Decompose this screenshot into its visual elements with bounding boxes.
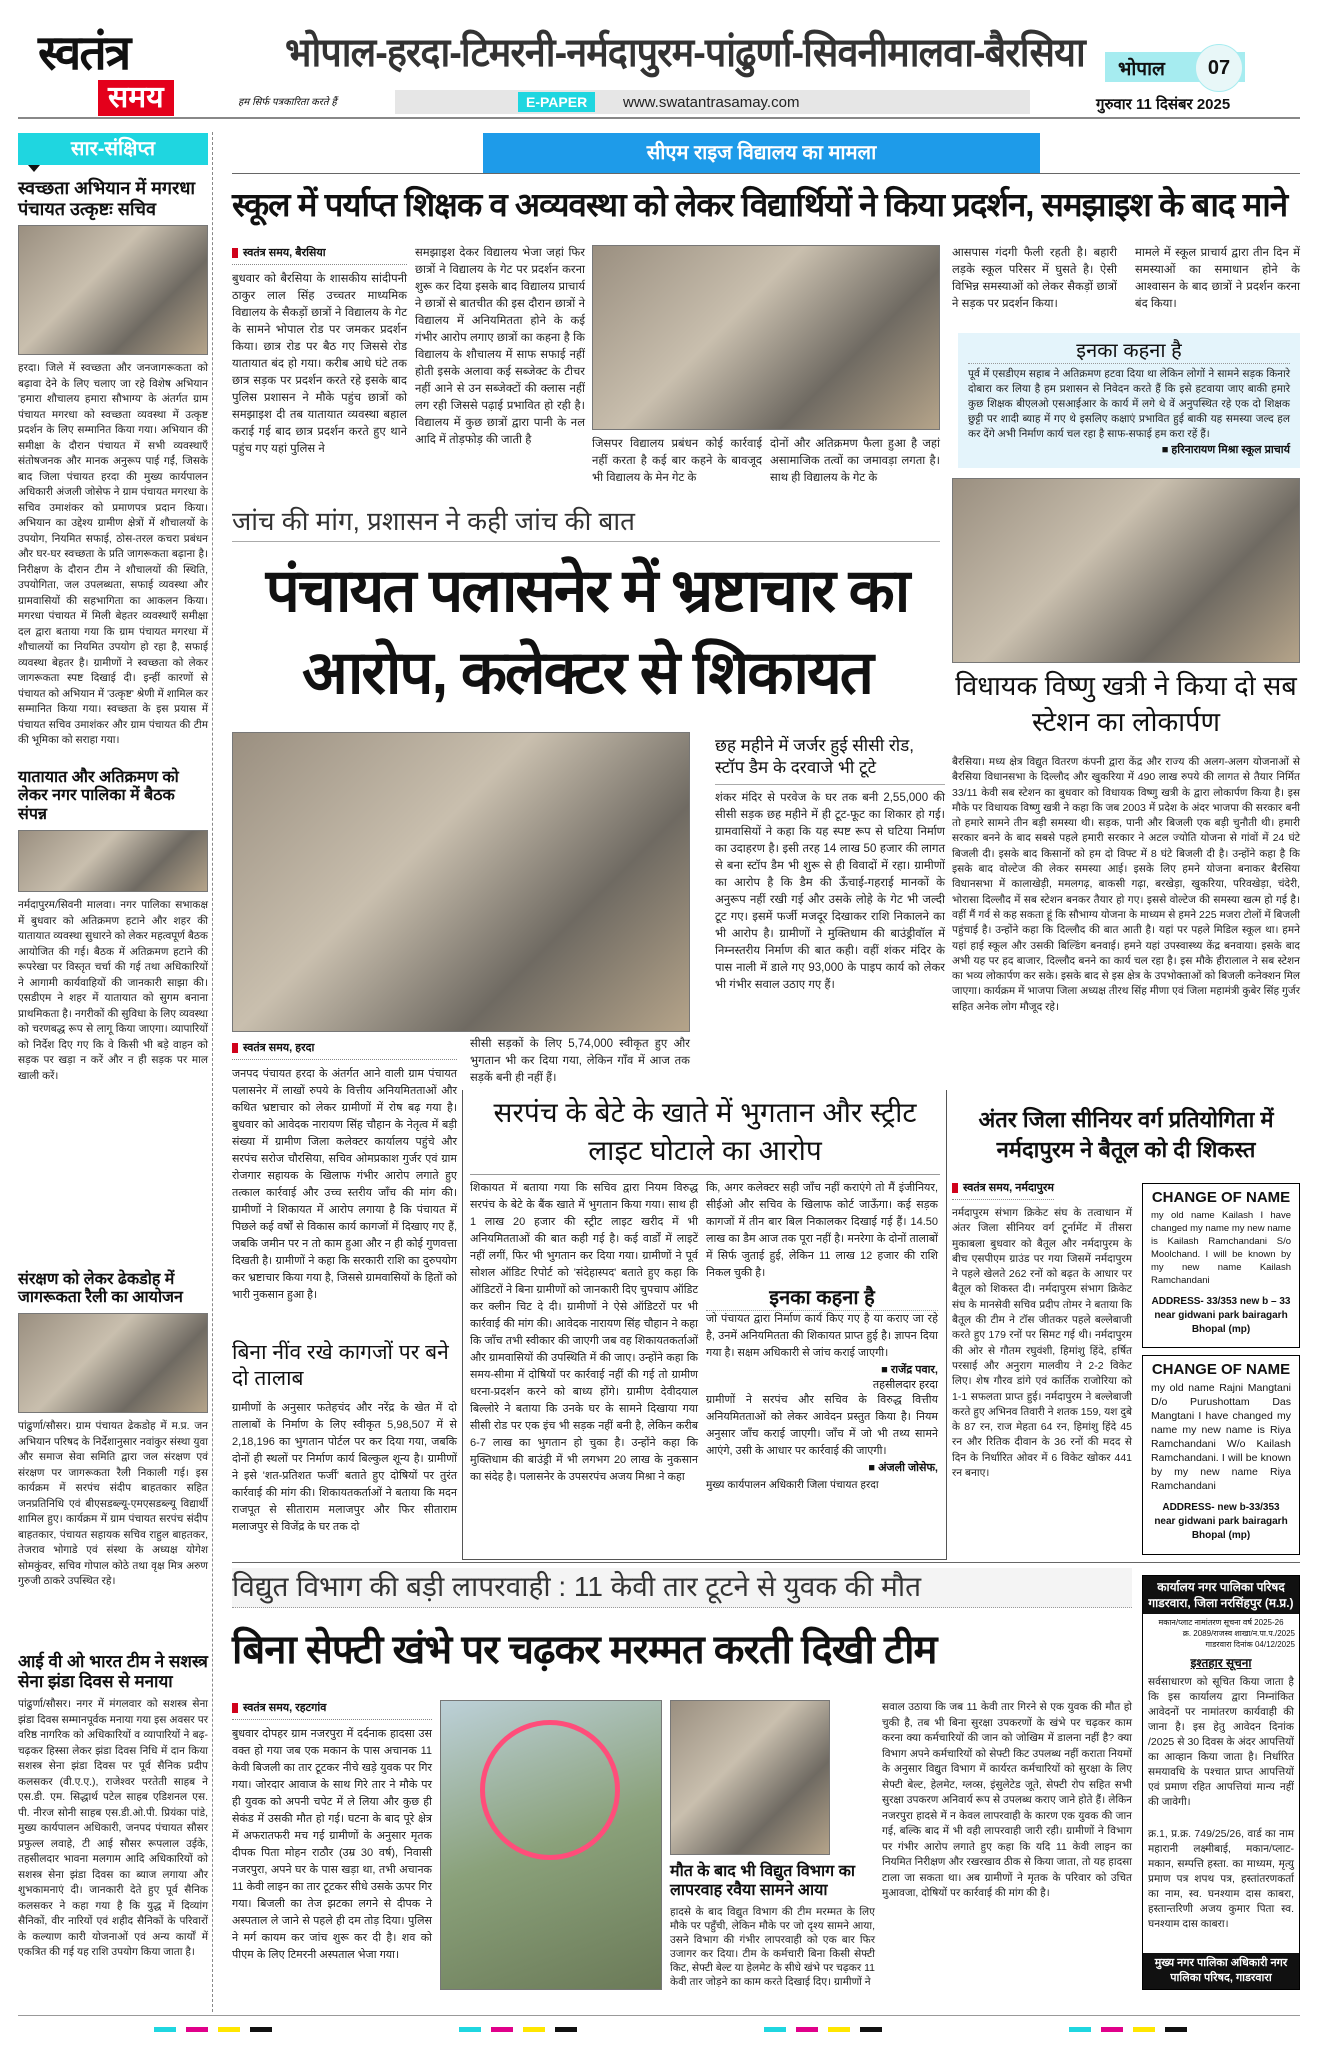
story-body: कि, अगर कलेक्टर सही जाँच नहीं कराएंगे तो मैं इंजीनियर, सीईओ और सचिव के खिलाफ कोर्ट जाऊँगा। कई सड़क कागजों में तीन बार बिल निकालकर दिखाई गई हैं। 14.50 लाख का डैम आज तक पूरा नहीं है। मनरेगा के दोनों तालाबों में सिर्फ जुताई हुई, लेकिन 11 लाख 12 हजार की राशि निकल चुकी है। [706,1182,938,1279]
notice-item: क्र.1, प्र.क्र. 749/25/26, वार्ड का नाम महारानी लक्ष्मीबाई, मकान/प्लाट- मकान, सम्पत्ति हस्ता. का माध्यम, मृत्यु प्रमाण पत्र शपथ पत्र, हस्तांतरणकर्ता का नाम, स्व. घनश्याम दास काबरा, हस्तान्तरिणी अजय कुमार पिता स्व. घनश्याम दास काबरा। [1148,1828,1294,1930]
notice-ref: क्र. 2089/राजस्व शाखा/न.पा.प./2025 [1182,1629,1295,1638]
subheadline: विधायक विष्णु खत्री ने किया दो सब स्टेशन का लोकार्पण [955,671,1297,737]
subheadline: अंतर जिला सीनियर वर्ग प्रतियोगिता में नर्मदापुरम ने बैतूल को दी शिकस्त [978,1107,1274,1162]
notice-address: ADDRESS- 33/353 new b – 33 near gidwani park bairagarh Bhopal (mp) [1151,1296,1291,1335]
photo-caption: सीसी सड़कों के लिए 5,74,000 स्वीकृत हुए और भुगतान भी कर दिया गया, लेकिन गाँव में आज तक सड़कें बनी ही नहीं हैं। [470,1038,690,1084]
edition-cities: भोपाल-हरदा-टिमरनी-नर्मदापुरम-पांढुर्णा-सिवनीमालवा-बैरसिया [285,31,1085,75]
story-body: पांढुर्णा/सौसर। नगर में मंगलवार को सशस्त्र सेना झंडा दिवस सम्मानपूर्वक मनाया गया इस अवसर पर वरिष्ठ नागरिक को अधिकारियों व व्यापारियों ने बढ़-चढ़कर हिस्सा लेकर झंडा दिवस निधि में दान किया सशस्त्र सेना झंडा दिवस पर पूर्व सैनिक प्रदीप कलसकर (वी.ए.ए.), राजेश्वर परतेती साहब ने एस.डी. एम. सिद्धार्थ पटेल साहब एडिशनल एस. पी. नीरज सोनी साहब एस.डी.ओ.पी. प्रियंका पांडे, मुख्य कार्यपालन अधिकारी, जनपद पंचायत सौसर प्रफुल्ल लवाहे, टी आई सौसर रूपलाल उईके, तहसीलदार भावना मलगाम आदि अधिकारियों को सशस्त्र सेना झंडा दिवस का ब्याज लगाया और शुभकामनाएं दी। जानकारी देते हुए पूर्व सैनिक कलसकर ने कहा गया है कि युद्ध में दिव्यांग सैनिकों, वीर नारियों एवं शहीद सैनिकों के परिवारों के कल्याण कारी योजनाओं एवं अन्य कार्यों में एकत्रित की गई यह राशि उपयोग किया जाता है। [18,1698,208,1959]
subheadline: बिना नींव रखे कागजों पर बने दो तालाब [232,1341,449,1390]
story-title: संरक्षण को लेकर ढेकडोह में जागरूकता रैली का आयोजन [18,1270,183,1306]
quote-text: ग्रामीणों ने सरपंच और सचिव के विरुद्ध वित्तीय अनियमितताओं को लेकर आवेदन प्रस्तुत किया है। नियम अनुसार जाँच कराई जाएगी। जाँच में जो भी तथ्य सामने आएंगे, उसी के आधार पर कार्रवाई की जाएगी। [706,1394,938,1457]
story-photo [18,1313,208,1413]
story-body: बैरसिया। मध्य क्षेत्र विद्युत वितरण कंपनी द्वारा केंद्र और राज्य की अलग-अलग योजनाओं से बैरसिया विधानसभा के दिल्लौद और खुकरिया में 490 लाख रुपये की लागत से तैयार निर्मित 33/11 केवी सब स्टेशन का बुधवार को विधायक विष्णु खत्री के द्वारा लोकार्पण किया है। इस मौके पर विधायक विष्णु खत्री ने कहा कि जब 2003 में प्रदेश के अंदर भाजपा की सरकार बनी तो हमारे सामने तीन बड़ी समस्या थी। सड़क, पानी और बिजली एक बड़ी चुनौती थी। हमारी सरकार बनने के बाद सबसे पहले हमारी सरकार ने अटल ज्योति योजना से गांवों में 24 घंटे बिजली दी। इसके बाद किसानों को हम दो विफ्ट में 8 घंटे बिजली दी है। उन्होंने कहा है कि इसके बाद वोल्टेज की लेकर समस्या आई। इसके लिए हमने योजना बनाकर बैरसिया विधानसभा में कालाखेड़ी, ममलगढ़, बाकसी गढ़ा, बरखेड़ा, खुकरिया, परिवखेड़ा, चंदेरी, भोरासा दिल्लौद में सब स्टेशन बनकर तैयार हो गए। इससे वोल्टेज की समस्या खत्म हो गई है। वहीं मैं गर्व से कह सकता हूं कि सौभाग्य योजना के माध्यम से हमने 225 मजरा टोलों में बिजली पहुंचाई है। उन्होंने कहा कि दिल्लौद की बात आती है। यहां पर पहले मिडिल स्कूल था। हमने यहां हाई स्कूल और उसकी बिल्डिंग बनवाई। हमने यहां उपस्वास्थ्य केंद्र बनवाया। इसके बाद अभी यह पर हद बाजार, दिल्लौद बनने का कार्य चल रहा है। इस मौके हीरालाल ने सब स्टेशन का भव्य लोकार्पण कर सके। इसके बाद से इस क्षेत्र के उपभोक्ताओं को बिजली कनेक्शन मिल जाएगा। कार्यक्रम में भाजपा जिला अध्यक्ष तीरथ सिंह मीणा एवं जिला महामंत्री कुबेर सिंह गुर्जर सहित अनेक लोग मौजूद रहे। [952,756,1300,1013]
story-body: हरदा। जिले में स्वच्छता और जनजागरूकता को बढ़ावा देने के लिए चलाए जा रहे विशेष अभियान 'हमारा शौचालय हमारा सौभाग्य' के अंतर्गत ग्राम पंचायत मगरधा को स्वच्छता व्यवस्था में उत्कृष्ट प्रदर्शन के लिए सम्मानित किया गया। अभियान की समीक्षा के दौरान पंचायत में सभी व्यवस्थाएँ संतोषजनक और मानक अनुरूप पाई गईं, जिसके बाद जिला पंचायत हरदा की मुख्य कार्यपालन अधिकारी अंजली जोसेफ ने ग्राम पंचायत मगरधा के सचिव उमाशंकर को प्रमाणपत्र प्रदान किया। अभियान का उद्देश्य ग्रामीण क्षेत्रों में शौचालयों के उपयोग, नियमित सफाई, ठोस-तरल कचरा प्रबंधन और घर-घर स्वच्छता के प्रति जागरूकता बढ़ाना है। निरीक्षण के दौरान टीम ने शौचालयों की स्थिति, उपयोगिता, जल उपलब्धता, सफाई व्यवस्था और ग्रामवासियों की सहभागिता का आकलन किया। मगरधा पंचायत में मिली बेहतर व्यवस्थाएँ समीक्षा दल द्वारा बताया गया कि ग्राम पंचायत मगरधा में शौचालयों का नियमित उपयोग हो रहा है, सफाई व्यवस्था बेहतर है। ग्रामीणों ने स्वच्छता को लेकर जागरूकता स्पष्ट दिखाई दी। इन्हीं कारणों से पंचायत को अभियान में 'उत्कृष्ट' श्रेणी में शामिल कर सम्मानित किया गया। स्वच्छता के इस प्रयास में पंचायत सचिव उमाशंकर और ग्राम पंचायत की टीम की भूमिका को सराहा गया। [18,362,208,747]
main-headline: पंचायत पलासनेर में भ्रष्टाचार का आरोप, कलेक्टर से शिकायत [265,557,909,706]
subheadline: सरपंच के बेटे के खाते में भुगतान और स्ट्रीट लाइट घोटाले का आरोप [493,1097,917,1166]
story-body: बुधवार दोपहर ग्राम नजरपुरा में दर्दनाक हादसा उस वक्त हो गया जब एक मकान के पास अचानक 11 केवी बिजली का तार टूटकर नीचे खड़े युवक पर गिर गया। जोरदार आवाज के साथ गिरे तार ने मौके पर ही युवक को अपनी चपेट में ले लिया और कुछ ही सेकंड में उसकी मौत हो गई। घटना के बाद पूरे क्षेत्र में अफरातफरी मच गई ग्रामीणों के अनुसार मृतक दीपक पिता मोहन राठौर (उम्र 30 वर्ष), निवासी नजरपुरा, अपने घर के पास खड़ा था, तभी अचानक 11 केवी लाइन का तार टूटकर सीधे उसके ऊपर गिर गया। बिजली का तेज झटका लगने से दीपक ने अस्पताल ले जाने से पहले ही दम तोड़ दिया। पुलिस ने मर्ग कायम कर जांच शुरू कर दी है। शव को पीएम के लिए टिमरनी अस्पताल भेजा गया। [232,1728,432,1961]
photo-caption: दोनों और अतिक्रमण फैला हुआ है जहां असामाजिक तत्वों का जमावड़ा लगता है। साथ ही विद्यालय के गेट के [770,438,940,484]
story-body: नर्मदापुरम/सिवनी मालवा। नगर पालिका सभाकक्ष में बुधवार को अतिक्रमण हटाने और शहर की यातायात व्यवस्था सुधारने को लेकर महत्वपूर्ण बैठक आयोजित की गई। बैठक में अतिक्रमण हटाने की रूपरेखा पर विस्तृत चर्चा की गई तथा अधिकारियों ने आगामी कार्यवाहियों की जानकारी साझा की। एसडीएम ने शहर में यातायात को सुगम बनाना प्राथमिकता है। नगरीकों की सुविधा के लिए व्यवस्था को चरणबद्ध रूप से लागू किया जाएगा। व्यापारियों को निर्देश दिए गए कि वे किसी भी बड़े वाहन को सड़क पर खड़ा न करें और न ही सड़क पर माल खाली करें। [18,899,208,1082]
story-photo [18,225,208,355]
quote-signature: ■ हरिनारायण मिश्रा स्कूल प्राचार्य [968,442,1290,457]
notice-address: ADDRESS- new b-33/353 near gidwani park bairagarh Bhopal (mp) [1154,1502,1288,1541]
logo [38,28,213,118]
municipal-notice [1142,1575,1300,1990]
story-body: शिकायत में बताया गया कि सचिव द्वारा नियम विरुद्ध सरपंच के बेटे के बैंक खाते में भुगतान किया गया। साथ ही 1 लाख 20 हजार की स्ट्रीट लाइट खरीद में भी अनियमितताओं की बात कही गई है। कई वार्डों में लाइटें नहीं लगीं, फिर भी भुगतान कर दिया गया। ग्रामीणों ने पूर्व सोशल ऑडिट रिपोर्ट को 'संदेहास्पद' बताते हुए कहा कि ऑडिटरों ने बिना ग्रामीणों को जानकारी दिए चुपचाप ऑडिट कर क्लीन चिट दे दी। ग्रामीणों ने ऐसे ऑडिटरों पर भी कार्रवाई की मांग की। आवेदक नारायण सिंह चौहान ने कहा कि जाँच तभी स्वीकार की जाएगी जब वह शिकायतकर्ताओं और ग्रामवासियों की उपस्थिति में की जाए। उन्होंने कहा कि समय-सीमा में दोषियों पर कार्रवाई नहीं की गई तो ग्रामीण धरना-प्रदर्शन करने को बाध्य होंगे। ग्रामीण देवीदयाल बिल्लोरे ने बताया कि उनके घर के सामने दिखाया गया सीसी रोड पर एक इंच भी सड़क नहीं बनी है, लेकिन करीब 6-7 लाख का भुगतान हो चुका है। उन्होंने कहा कि मुक्तिधाम की बाउंड्री में भी लगभग 20 लाख के नुकसान का संदेह है। पलासनेर के उपसरपंच अजय मिश्रा ने कहा [470,1182,698,1483]
byline: स्वतंत्र समय, बैरसिया [232,245,407,265]
notice-title: CHANGE OF NAME [1151,1361,1291,1378]
notice-ref: मकान/प्लाट नामांतरण सूचना वर्ष 2025-26 [1158,1618,1284,1627]
quote-role: मुख्य कार्यपालन अधिकारी जिला पंचायत हरदा [706,1479,879,1491]
section-header: सार-संक्षिप्त [18,133,208,165]
highlight-circle [480,1720,620,1860]
epaper-badge[interactable]: E-PAPER [518,92,595,112]
kicker: जांच की मांग, प्रशासन ने कही जांच की बात [232,506,635,536]
color-registration-marks [60,2027,1280,2035]
pointer-icon [28,165,40,172]
story-body: सवाल उठाया कि जब 11 केवी तार गिरने से एक युवक की मौत हो चुकी है, तब भी बिना सुरक्षा उपकरणों के खंभे पर चढ़कर काम करना क्या कर्मचारियों की जान को जोखिम में डालना नहीं है? क्या विभाग अपने कर्मचारियों को सेफ्टी किट उपलब्ध नहीं कराता नियमों के अनुसार विद्युत विभाग में कार्यरत कर्मचारियों को सुरक्षा के लिए सेफ्टी बेल्ट, हेलमेट, ग्लव्स, इंसुलेटेड जूते, सेफ्टी रोप सहित सभी सुरक्षा उपकरण अनिवार्य रूप से उपलब्ध कराए जाने होते हैं। लेकिन नजरपुरा हादसे में न केवल लापरवाही के कारण एक युवक की जान गई, बल्कि बाद में भी वही लापरवाही जारी रही। ग्रामीणों ने विभाग पर गंभीर आरोप लगाते हुए कहा कि यदि 11 केवी लाइन का नियमित निरीक्षण और रखरखाव ठीक से किया जाता, तो यह हादसा टाला जा सकता था। अब ग्रामीणों ने मृतक के परिवार को उचित मुआवजा, दोषियों पर कार्रवाई की मांग की है। [882,1701,1132,1899]
edition-city: भोपाल [1118,59,1165,80]
notice-footer: मुख्य नगर पालिका अधिकारी नगर पालिका परिषद, गाडरवारा [1143,1953,1299,1989]
caption-headline: मौत के बाद भी विद्युत विभाग का लापरवाह रवैया सामने आया [670,1863,856,1899]
notice-body: my old name Rajni Mangtani D/o Purushottam Das Mangtani I have changed my name my new name is Riya Ramchandani W/o Kailash Ramchandani. I will be known by my new name Riya Ramchandani [1151,1382,1291,1492]
quote-text: पूर्व में एसडीएम सहाब ने अतिक्रमण हटवा दिया था लेकिन लोगों ने सामने सड़क किनारे दोबारा कर लिया है हम प्रशासन से निवेदन करते हैं कि इसे हटवाया जाए बाकी हमारे कुछ शिक्षक बीएलओ एसआईआर के कार्य में लगे थे वें अनुपस्थित रहे एक दो शिक्षक छुट्टी पर शादी ब्याह में गए थे इसलिए कक्षाएं प्रभावित हुई बाकी यह समस्या जल्द हल कर देंगे अभी निर्माण कार्य चल रहा है साफ-सफाई हम करा रहें हैं। [968,368,1290,440]
story-body: शंकर मंदिर से परवेज के घर तक बनी 2,55,000 की सीसी सड़क छह महीने में ही टूट-फूट का शिकार हो गई। ग्रामवासियों ने कहा कि यह स्पष्ट रूप से घटिया निर्माण का उदाहरण है। इसी तरह 14 लाख 50 हजार की लागत से बना स्टॉप डैम भी शुरू से ही विवादों में रहा। ग्रामीणों का आरोप है कि डैम की ऊँचाई-गहराई मानकों के अनुरूप नहीं रखी गई और उसके लोहे के गेट भी जल्दी टूट गए। इसमें फर्जी मजदूर दिखाकर राशि निकालने का भी आरोप है। ग्रामीणों ने मुक्तिधाम की बाउंड्रीवॉल में निम्नस्तरीय निर्माण की बात कही। वहीं शंकर मंदिर के पास नाली में डाले गए 93,000 के पाइप कार्य को लेकर भी गंभीर सवाल उठाए गए हैं। [715,792,945,991]
victim-photo [670,1700,830,1855]
quote-title: इनका कहना है [968,339,1290,364]
byline: स्वतंत्र समय, रहटगांव [232,1700,432,1720]
issue-date: गुरुवार 11 दिसंबर 2025 [1096,96,1231,113]
subheadline: छह महीने में जर्जर हुई सीसी रोड, स्टॉप डैम के दरवाजे भी टूटे [715,736,914,777]
logo-top: स्वतंत्र [38,27,130,80]
logo-bottom: समय [98,80,174,116]
notice-ref: गाडरवारा दिनांक 04/12/2025 [1205,1640,1295,1649]
masthead [0,0,1318,118]
caption-body: हादसे के बाद विद्युत विभाग की टीम मरम्मत के लिए मौके पर पहुँची, लेकिन मौके पर जो दृश्य सामने आया, उसने विभाग की गंभीर लापरवाही को एक बार फिर उजागर कर दिया। टीम के कर्मचारी बिना किसी सेफ्टी किट, सेफ्टी बेल्ट या हेलमेट के सीधे खंभे पर चढ़कर 11 केवी तार जोड़ने का काम करते दिखाई दिए। ग्रामीणों ने [670,1906,875,1988]
byline: स्वतंत्र समय, हरदा [232,1040,457,1060]
notice-title: CHANGE OF NAME [1151,1189,1291,1206]
panchayat-photo [232,732,690,1032]
quote-signature: ■ राजेंद्र पवार, [706,1362,938,1377]
quote-text: जो पंचायत द्वारा निर्माण कार्य किए गए है या कराए जा रहे है, उनमें अनियमितता की शिकायत प्राप्त हुई है। ज्ञापन दिया गया है। सक्षम अधिकारी से जांच कराई जाएगी। [706,1313,938,1359]
photo-caption: जिसपर विद्यालय प्रबंधन कोई कार्रवाई नहीं करता है कई बार कहने के बावजूद भी विद्यालय के मेन गेट के [592,438,762,484]
story-title: यातायात और अतिक्रमण को लेकर नगर पालिका में बैठक संपन्न [18,768,179,823]
story-body: समझाइश देकर विद्यालय भेजा जहां फिर छात्रों ने विद्यालय के गेट पर प्रदर्शन करना शुरू कर दिया इसके बाद विद्यालय प्राचार्य ने छात्रों से बातचीत की इस दौरान छात्रों ने विद्यालय में अनियमितता होने के कई गंभीर आरोप लगाए छात्रों का कहना है कि विद्यालय के शौचालय में साफ सफाई नहीं होती इसके अलावा कई सब्जेक्ट के टीचर नहीं आने से उन सब्जेक्टों की क्लास नहीं लग रही जिससे पढ़ाई प्रभावित हो रही है। विद्यालय में कुछ छात्रों द्वारा पानी के नल आदि में तोड़फोड़ की जाती है [415,247,585,446]
byline: स्वतंत्र समय, नर्मदापुरम [952,1180,1054,1200]
quote-role: तहसीलदार हरदा [872,1379,938,1391]
story-title: आई वी ओ भारत टीम ने सशस्त्र सेना झंडा दिवस से मनाया [18,1652,208,1691]
quote-title: इनका कहना है [706,1286,938,1311]
tagline: हम सिर्फ पत्रकारिता करते हैं [238,97,337,108]
story-body: नर्मदापुरम संभाग क्रिकेट संघ के तत्वाधान में अंतर जिला सीनियर वर्ग टूर्नामेंट में तीसरा मुकाबला बुधवार को बैतूल और नर्मदापुरम के बीच एसपीएम ग्राउंड पर गया जिसमें नर्मदापुरम ने पहले खेलते 262 रनों को बढ़त के आधार पर बैतूल को शिकस्त दी। नर्मदापुरम संभाग क्रिकेट संघ के मानसेवी सचिव प्रदीप तोमर ने बताया कि बैतूल की टीम ने टॉस जीतकर पहले बल्लेबाजी करते हुए 179 रनों पर सिमट गई थी। नर्मदापुरम की ओर से गौतम रघुवंशी, हिमांशु हिंदे, हर्षित परसाई और अनुराग मालवीय ने 2-2 विकेट लिए। शेष गौरव डांगे एवं कार्तिक राजोरिया को 1-1 सफलता प्राप्त हुई। नर्मदापुरम ने बल्लेबाजी करते हुए अभिनव तिवारी ने शतक 159, यश दुबे के 87 रन, राज मेहता 64 रन, हिमांशु हिंदे 45 रन और रितिक दीवान के 36 रनों की मदद से दिन के निर्धारित ओवर में 6 विकेट खोकर 441 रन बनाए। [952,1207,1132,1480]
quote-box [958,333,1300,468]
kicker: विद्युत विभाग की बड़ी लापरवाही : 11 केवी तार टूटने से युवक की मौत [232,1571,922,1602]
main-headline: बिना सेफ्टी खंभे पर चढ़कर मरम्मत करती दिखी टीम [232,1628,937,1672]
protest-photo [592,245,940,430]
left-column [18,133,208,2008]
notice-body: my old name Kailash I have changed my name my new name is Kailash Ramchandani S/o Moolchand. I will be known by my new name Kailash Ramchandani [1151,1210,1291,1286]
story-body: बुधवार को बैरसिया के शासकीय सांदीपनी ठाकुर लाल सिंह उच्चतर माध्यमिक विद्यालय के सैकड़ों छात्रों ने विद्यालय के गेट के सामने भोपाल रोड पर जमकर प्रदर्शन किया। छात्र रोड पर बैठ गए जिससे रोड यातायात बंद हो गया। करीब आधे घंटे तक छात्र सड़क पर प्रदर्शन करते रहे इसके बाद पुलिस प्रशासन ने मौके पहुंच छात्रों को समझाइश दी तब यातायात व्यवस्था बहाल कराई गई बाद छात्र प्रदर्शन करते हुए थाने पहुंच गए यहां पुलिस ने [232,273,407,455]
topic-banner: सीएम राइज विद्यालय का मामला [483,133,1040,173]
page-number: 07 [1195,44,1243,92]
website-link[interactable]: www.swatantrasamay.com [623,94,800,111]
story-body: आसपास गंदगी फैली रहती है। बहारी लड़के स्कूल परिसर में घुसते है। ऐसी विभिन्न समस्याओं को लेकर सैकड़ों छात्रों ने सड़क पर प्रदर्शन किया। [952,247,1117,310]
story-photo [18,830,208,892]
notice-body: सर्वसाधारण को सूचित किया जाता है कि इस कार्यालय द्वारा निम्नांकित आवेदनों पर नामांतरण कार्यवाही की जाना है। इस हेतु आवेदन दिनांक /2025 से 30 दिवस के अंदर आपत्तियों का आव्हान किया जाता है। निर्धारित समयावधि के पश्चात प्राप्त आपत्तियों एवं प्रमाण रहित आपत्तियां मान्य नहीं की जावेगी। [1148,1676,1294,1808]
substation-photo [952,478,1300,663]
story-body: ग्रामीणों के अनुसार फतेहचंद और नरेंद्र के खेत में दो तालाबों के निर्माण के लिए स्वीकृत 5,98,507 में से 2,18,196 का भुगतान पोर्टल पर कर दिया गया, जबकि दोनों ही स्थलों पर निर्माण कार्य बिल्कुल शून्य है। ग्रामीणों ने इसे 'शत-प्रतिशत फर्जी' बताते हुए दोषियों पर तुरंत कार्रवाई की मांग की। शिकायतकर्ताओं ने बताया कि मदन राजपूत से सीताराम मलाजपुर और फिर सीताराम मलाजपुर से विजेंद्र के घर तक दो [232,1402,457,1533]
headline: स्कूल में पर्याप्त शिक्षक व अव्यवस्था को लेकर विद्यार्थियों ने किया प्रदर्शन, समझाइश के बाद माने [232,186,1288,223]
story-body: मामले में स्कूल प्राचार्य द्वारा तीन दिन में समस्याओं का समाधान होने के आश्वासन के बाद छात्रों ने प्रदर्शन करना बंद किया। [1135,247,1300,310]
notice-heading: इश्तहार सूचना [1190,1656,1252,1670]
story-title: स्वच्छता अभियान में मगरधा पंचायत उत्कृष्टः सचिव [18,178,196,219]
story-body: जनपद पंचायत हरदा के अंतर्गत आने वाली ग्राम पंचायत पलासनेर में लाखों रुपये के वित्तीय अनियमितताओं और कथित भ्रष्टाचार को लेकर ग्रामीणों में रोष बढ़ गया है। बुधवार को आवेदक नारायण सिंह चौहान के नेतृत्व में बड़ी संख्या में ग्रामीण जिला कलेक्टर कार्यालय पहुंचे और सरपंच सरोज चौरसिया, सचिव ओमप्रकाश गुर्जर एवं ग्राम रोजगार सहायक के खिलाफ गंभीर आरोप लगाते हुए तत्काल कार्रवाई और उच्च स्तरीय जाँच की मांग की। ग्रामीणों ने शिकायत में आरोप लगाया है कि पंचायत में पिछले कई वर्षों से विकास कार्य कागजों में दिखाए गए हैं, जबकि जमीन पर न तो काम हुआ और न ही कोई गुणवत्ता दिखती है। ग्रामीणों ने कहा कि सरकारी राशि का दुरुपयोग कर भ्रष्टाचार किया गया है, जिससे ग्रामवासियों के हितों को भारी नुकसान हुआ है। [232,1068,457,1301]
notice-office: कार्यालय नगर पालिका परिषद गाडरवारा, जिला नरसिंहपुर (म.प्र.) [1143,1576,1299,1614]
change-of-name-notice [1142,1355,1300,1555]
story-body: पांढुर्णा/सौसर। ग्राम पंचायत ढेकडोह में म.प्र. जन अभियान परिषद के निर्देशानुसार नवांकुर संस्था युवा और समाज सेवा समिति द्वारा जल संरक्षण एवं संरक्षण पर जागरूकता रैली निकाली गई। इस कार्यक्रम में सरपंच संदीप बाहतकार सहित जनप्रतिनिधि एवं बीएसडब्ल्यू-एमएसडब्ल्यू विद्यार्थी शामिल हुए। कार्यक्रम में ग्राम पंचायत सरपंच संदीप बाहतकार, पंचायत सहायक सचिव राहुल बाहतकर, तेजराव भोगाडे एवं संस्था के अध्यक्ष योगेश सोमकुंवर, सचिव गोपाल कोठे तथा वृक्ष मित्र अरुण गुरुजी ठाकरे उपस्थित रहे। [18,1420,208,1588]
change-of-name-notice [1142,1183,1300,1348]
quote-signature: ■ अंजली जोसेफ, [706,1460,938,1475]
